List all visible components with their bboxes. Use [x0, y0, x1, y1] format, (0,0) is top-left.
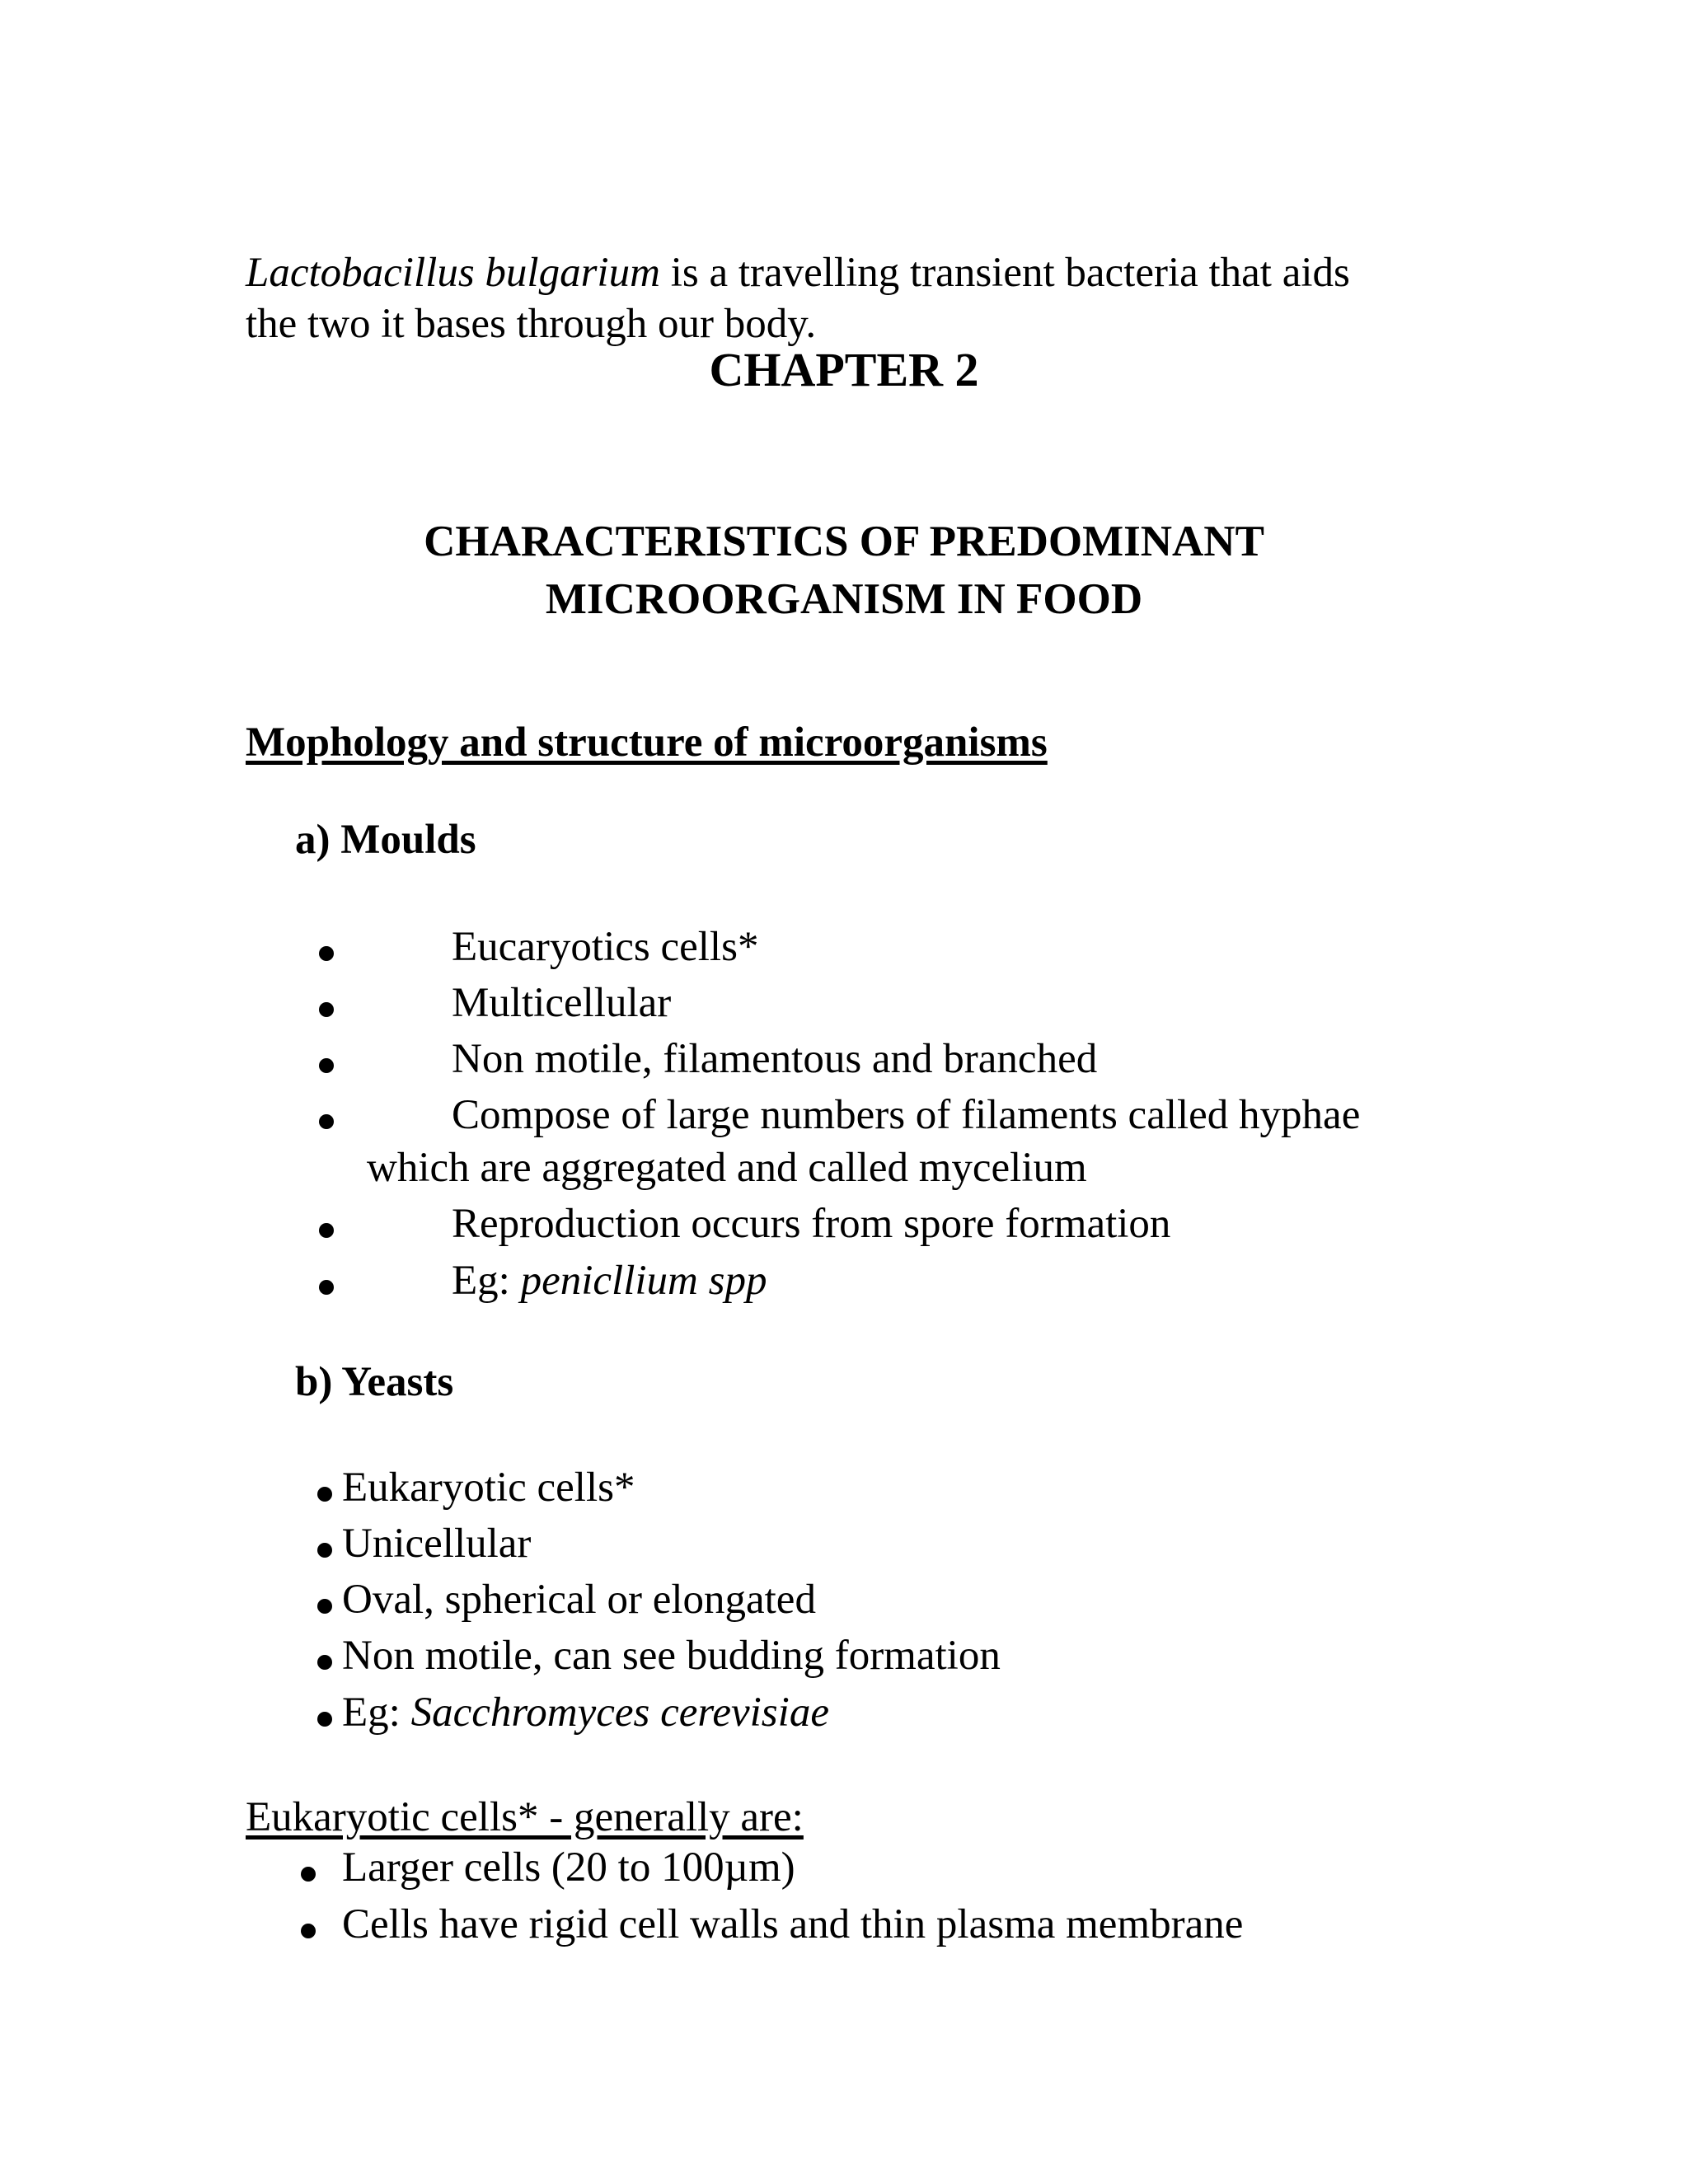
bullet-icon [301, 1867, 316, 1882]
example-species: penicllium spp [520, 1258, 767, 1304]
chapter-title-line-1: CHARACTERISTICS OF PREDOMINANT [424, 518, 1264, 565]
list-item-text: Multicellular [452, 980, 672, 1026]
bullet-icon [317, 1655, 332, 1670]
example-species: Sacchromyces cerevisiae [410, 1690, 829, 1736]
eukaryotic-cells-heading: Eukaryotic cells* - generally are: [246, 1794, 804, 1840]
list-item-text: Eucaryotics cells* [452, 924, 759, 970]
bullet-icon [301, 1924, 316, 1938]
list-item-text: Compose of large numbers of filaments called hyphae [452, 1092, 1361, 1138]
example-prefix: Eg: [452, 1258, 521, 1304]
bullet-icon [319, 1114, 334, 1129]
intro-line-1 [246, 247, 1350, 298]
intro-species-name: Lactobacillus bulgarium [246, 250, 660, 296]
bullet-icon [319, 1058, 334, 1073]
list-item-text: Eukaryotic cells* [342, 1465, 635, 1511]
bullet-icon [319, 946, 334, 961]
bullet-icon [317, 1543, 332, 1558]
bullet-icon [317, 1487, 332, 1502]
list-item-text: Non motile, can see budding formation [342, 1633, 1001, 1679]
example-prefix: Eg: [342, 1690, 411, 1736]
intro-paragraph [246, 247, 1350, 349]
list-item-example [452, 1255, 767, 1306]
chapter-title-line-2: MICROORGANISM IN FOOD [545, 575, 1143, 623]
bullet-icon [317, 1599, 332, 1614]
intro-line-1-text: is a travelling transient bacteria that aids [659, 250, 1350, 296]
moulds-heading: a) Moulds [295, 817, 476, 863]
intro-line-2: the two it bases through our body. [246, 301, 817, 347]
list-item-text: Unicellular [342, 1521, 532, 1567]
section-heading: Mophology and structure of microorganisms [246, 719, 1048, 766]
list-item-text: Non motile, filamentous and branched [452, 1036, 1098, 1082]
bullet-icon [317, 1712, 332, 1727]
list-item-text: Oval, spherical or elongated [342, 1577, 816, 1623]
bullet-icon [319, 1002, 334, 1017]
list-item-continuation: which are aggregated and called mycelium [367, 1145, 1087, 1191]
list-item-text: Reproduction occurs from spore formation [452, 1201, 1171, 1247]
bullet-icon [319, 1223, 334, 1238]
list-item-example [342, 1687, 829, 1738]
list-item-text: Cells have rigid cell walls and thin plasma membrane [342, 1901, 1244, 1947]
chapter-heading: CHAPTER 2 [709, 343, 979, 396]
yeasts-heading: b) Yeasts [295, 1359, 454, 1405]
bullet-icon [319, 1280, 334, 1295]
list-item-text: Larger cells (20 to 100µm) [342, 1844, 795, 1891]
